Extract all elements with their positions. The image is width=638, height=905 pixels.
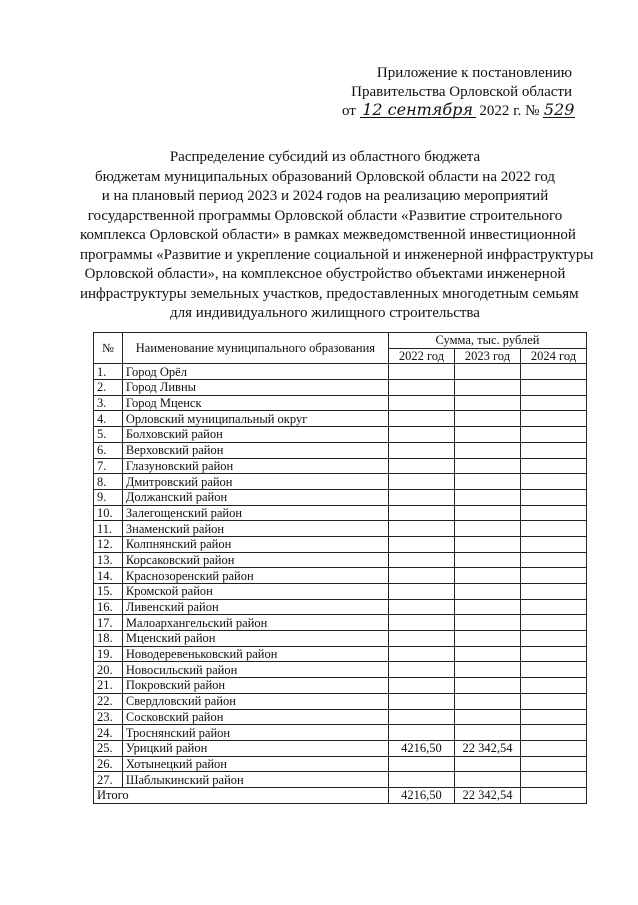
title-line: Орловской области», на комплексное обустройство объектами инженерной [84,266,566,282]
handwritten-date: 12 сентября [360,102,476,118]
value-2023 [454,599,520,615]
row-number: 14. [94,568,123,584]
value-2022 [388,474,454,490]
value-2022 [388,615,454,631]
value-2022 [388,536,454,552]
row-number: 20. [94,662,123,678]
value-2024 [520,552,586,568]
row-number: 18. [94,631,123,647]
municipality-name: Колпнянский район [122,536,388,552]
value-2024 [520,599,586,615]
row-number: 15. [94,584,123,600]
value-2022 [388,552,454,568]
year-text: 2022 г. [479,103,522,119]
value-2023 [454,615,520,631]
table-row [94,693,587,709]
value-2024 [520,615,586,631]
title-line: и на плановый период 2023 и 2024 годов на реализацию мероприятий [101,188,549,204]
table-row [94,364,587,380]
table-row [94,772,587,788]
row-number: 1. [94,364,123,380]
value-2024 [520,364,586,380]
value-2023: 22 342,54 [454,740,520,756]
value-2022 [388,693,454,709]
row-number: 19. [94,646,123,662]
value-2023 [454,380,520,396]
table-row [94,427,587,443]
value-2023 [454,442,520,458]
value-2024 [520,772,586,788]
municipality-name: Новодеревеньковский район [122,646,388,662]
row-number: 8. [94,474,123,490]
distribution-table [93,332,587,804]
table-row [94,631,587,647]
municipality-name: Знаменский район [122,521,388,537]
title-line: программы «Развитие и укрепление социальной и инженерной инфраструктуры [80,246,594,263]
municipality-name: Краснозоренский район [122,568,388,584]
table-row [94,615,587,631]
value-2024 [520,536,586,552]
appendix-header [342,64,575,121]
value-2024 [520,521,586,537]
column-header-sum: Сумма, тыс. рублей [388,333,586,349]
row-number: 21. [94,678,123,694]
value-2023 [454,552,520,568]
municipality-name: Урицкий район [122,740,388,756]
table-row [94,395,587,411]
table-row [94,489,587,505]
value-2023 [454,568,520,584]
table-row [94,380,587,396]
value-2023 [454,646,520,662]
value-2023 [454,474,520,490]
table-body [94,364,587,788]
value-2023 [454,521,520,537]
table-row [94,740,587,756]
row-number: 17. [94,615,123,631]
value-2023 [454,662,520,678]
value-2024 [520,505,586,521]
table-row [94,411,587,427]
value-2022 [388,568,454,584]
row-number: 11. [94,521,123,537]
municipality-name: Новосильский район [122,662,388,678]
value-2023 [454,364,520,380]
title-line: инфраструктуры земельных участков, предоставленных многодетным семьям [80,285,579,302]
value-2024 [520,646,586,662]
value-2022 [388,521,454,537]
value-2024 [520,380,586,396]
total-row [94,787,587,803]
municipality-name: Ливенский район [122,599,388,615]
table-row [94,442,587,458]
value-2024 [520,458,586,474]
title-line: для индивидуального жилищного строительства [170,305,480,321]
value-2023 [454,505,520,521]
table-row [94,725,587,741]
appendix-date-line [342,100,575,121]
value-2022 [388,505,454,521]
value-2024 [520,756,586,772]
value-2023 [454,678,520,694]
column-header-number: № [94,333,123,364]
row-number: 4. [94,411,123,427]
municipality-name: Город Ливны [122,380,388,396]
municipality-name: Глазуновский район [122,458,388,474]
total-label: Итого [94,787,389,803]
value-2023 [454,772,520,788]
value-2023 [454,395,520,411]
row-number: 13. [94,552,123,568]
value-2022 [388,725,454,741]
value-2023 [454,693,520,709]
row-number: 22. [94,693,123,709]
value-2022 [388,599,454,615]
value-2023 [454,489,520,505]
municipality-name: Покровский район [122,678,388,694]
total-2023: 22 342,54 [454,787,520,803]
row-number: 2. [94,380,123,396]
handwritten-number: 529 [543,100,575,119]
value-2024 [520,411,586,427]
value-2023 [454,536,520,552]
value-2024 [520,693,586,709]
value-2024 [520,709,586,725]
value-2024 [520,568,586,584]
table-row [94,505,587,521]
total-2022: 4216,50 [388,787,454,803]
row-number: 27. [94,772,123,788]
municipality-name: Дмитровский район [122,474,388,490]
row-number: 3. [94,395,123,411]
value-2022 [388,489,454,505]
title-line: комплекса Орловской области» в рамках межведомственной инвестиционной [80,227,576,243]
value-2024 [520,489,586,505]
row-number: 23. [94,709,123,725]
row-number: 10. [94,505,123,521]
value-2022 [388,772,454,788]
municipality-name: Свердловский район [122,693,388,709]
value-2023 [454,709,520,725]
table-row [94,474,587,490]
value-2024 [520,474,586,490]
document-title [80,148,594,324]
appendix-line-2: Правительства Орловской области [351,84,572,100]
value-2023 [454,725,520,741]
value-2024 [520,395,586,411]
row-number: 9. [94,489,123,505]
value-2022 [388,458,454,474]
municipality-name: Троснянский район [122,725,388,741]
table-row [94,678,587,694]
value-2024 [520,584,586,600]
municipality-name: Малоархангельский район [122,615,388,631]
table-row [94,536,587,552]
value-2024 [520,631,586,647]
municipality-name: Верховский район [122,442,388,458]
value-2024 [520,427,586,443]
value-2024 [520,662,586,678]
title-line: Распределение субсидий из областного бюджета [169,149,481,165]
municipality-name: Город Мценск [122,395,388,411]
value-2024 [520,678,586,694]
title-line: бюджетам муниципальных образований Орловской области на 2022 год [95,168,555,185]
value-2024 [520,442,586,458]
value-2022 [388,631,454,647]
value-2022 [388,442,454,458]
value-2022 [388,709,454,725]
table-row [94,584,587,600]
municipality-name: Болховский район [122,427,388,443]
value-2022 [388,380,454,396]
value-2022 [388,584,454,600]
table-row [94,599,587,615]
value-2022 [388,662,454,678]
appendix-line-1: Приложение к постановлению [376,65,572,81]
value-2023 [454,427,520,443]
value-2023 [454,756,520,772]
municipality-name: Город Орёл [122,364,388,380]
value-2022 [388,395,454,411]
municipality-name: Орловский муниципальный округ [122,411,388,427]
municipality-name: Сосковский район [122,709,388,725]
table-row [94,662,587,678]
value-2023 [454,631,520,647]
value-2022 [388,364,454,380]
title-line: государственной программы Орловской области «Развитие строительного [87,207,563,224]
number-sign: № [525,103,540,119]
value-2024 [520,725,586,741]
row-number: 5. [94,427,123,443]
prefix-ot: от [342,103,356,119]
table-row [94,646,587,662]
municipality-name: Мценский район [122,631,388,647]
municipality-name: Кромской район [122,584,388,600]
column-header-2024: 2024 год [520,348,586,364]
column-header-2023: 2023 год [454,348,520,364]
row-number: 7. [94,458,123,474]
value-2022 [388,646,454,662]
column-header-2022: 2022 год [388,348,454,364]
row-number: 12. [94,536,123,552]
value-2023 [454,458,520,474]
row-number: 25. [94,740,123,756]
value-2023 [454,411,520,427]
table-row [94,568,587,584]
value-2022: 4216,50 [388,740,454,756]
municipality-name: Должанский район [122,489,388,505]
municipality-name: Корсаковский район [122,552,388,568]
municipality-name: Шаблыкинский район [122,772,388,788]
value-2024 [520,740,586,756]
table-row [94,552,587,568]
value-2022 [388,411,454,427]
row-number: 26. [94,756,123,772]
column-header-name: Наименование муниципального образования [122,333,388,364]
value-2022 [388,756,454,772]
table-row [94,458,587,474]
row-number: 24. [94,725,123,741]
value-2022 [388,678,454,694]
total-2024 [520,787,586,803]
row-number: 6. [94,442,123,458]
table-row [94,756,587,772]
table-row [94,521,587,537]
value-2022 [388,427,454,443]
municipality-name: Хотынецкий район [122,756,388,772]
value-2023 [454,584,520,600]
municipality-name: Залегощенский район [122,505,388,521]
table-row [94,709,587,725]
row-number: 16. [94,599,123,615]
